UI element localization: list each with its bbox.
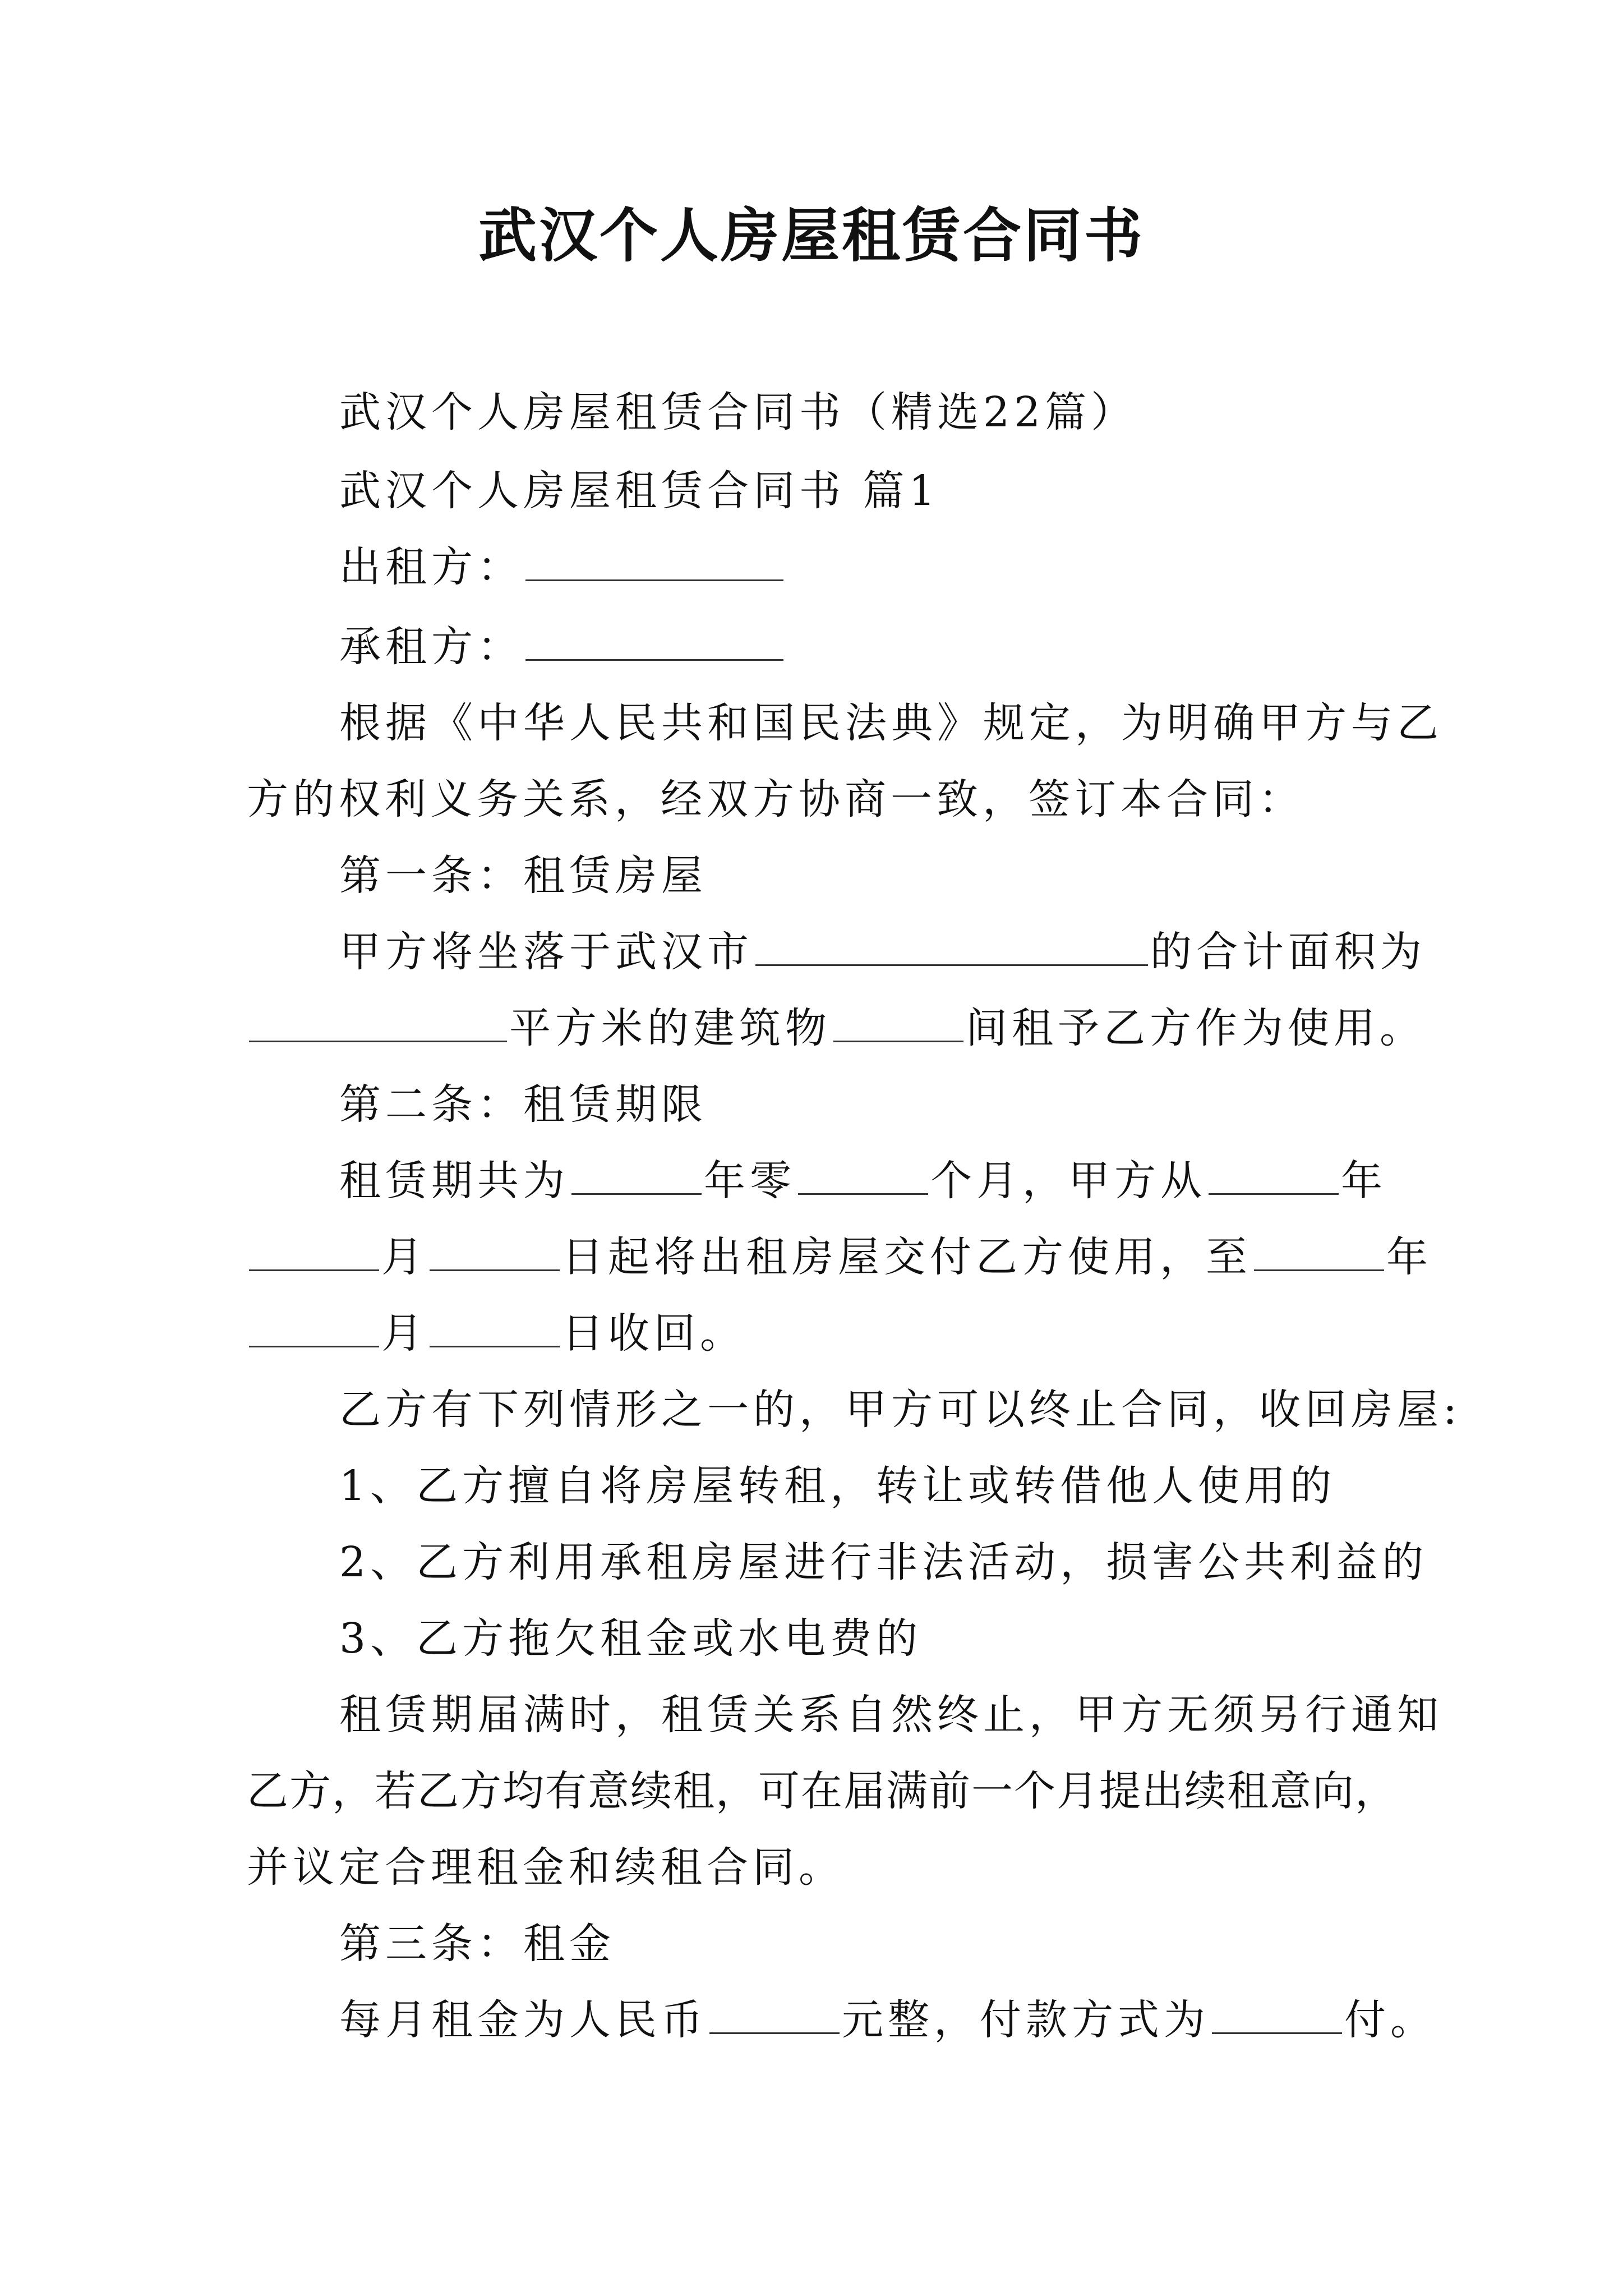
lessor-line [339, 542, 786, 592]
article-2-text-b: 年零 [704, 1157, 796, 1205]
lessor-label: 出租方： [339, 543, 523, 591]
article-1-text-b: 的合计面积为 [1150, 928, 1426, 976]
article-1-line-1 [339, 927, 1426, 977]
article-3-text-b: 元整，付款方式为 [842, 1996, 1210, 2044]
start-year-blank[interactable] [1209, 1157, 1339, 1195]
termination-item-3: 3、乙方拖欠租金或水电费的 [339, 1614, 923, 1663]
article-2-text-h: 月 [381, 1309, 427, 1358]
article-2-text-c: 个月，甲方从 [930, 1157, 1206, 1205]
payment-method-blank[interactable] [1212, 1996, 1342, 2034]
article-2-text-g: 年 [1386, 1233, 1432, 1281]
termination-item-1: 1、乙方擅自将房屋转租，转让或转借他人使用的 [339, 1462, 1336, 1510]
article-2-line-3 [247, 1308, 746, 1359]
article-2-text-f: 日起将出租房屋交付乙方使用，至 [562, 1233, 1252, 1281]
article-2-text-e: 月 [381, 1233, 427, 1281]
article-2-heading: 第二条：租赁期限 [339, 1080, 707, 1129]
article-3-text-c: 付。 [1344, 1996, 1436, 2044]
lessee-line [339, 622, 786, 672]
article-1-text-c: 平方米的建筑物 [509, 1004, 831, 1052]
article-2-line-2 [247, 1232, 1432, 1282]
article-1-line-2 [247, 1003, 1426, 1053]
preamble-line-1: 根据《中华人民共和国民法典》规定，为明确甲方与乙 [339, 699, 1443, 747]
termination-intro: 乙方有下列情形之一的，甲方可以终止合同，收回房屋: [339, 1386, 1461, 1434]
lessee-label: 承租方： [339, 623, 523, 671]
termination-item-2: 2、乙方利用承租房屋进行非法活动，损害公共利益的 [339, 1538, 1428, 1586]
end-year-blank[interactable] [1254, 1234, 1384, 1271]
start-day-blank[interactable] [430, 1234, 560, 1271]
end-day-blank[interactable] [430, 1310, 560, 1347]
article-1-text-d: 间租予乙方作为使用。 [966, 1004, 1426, 1052]
renewal-line-3: 并议定合理租金和续租合同。 [247, 1843, 845, 1892]
term-years-blank[interactable] [571, 1157, 702, 1195]
rent-amount-blank[interactable] [709, 1996, 840, 2034]
article-2-line-1 [339, 1156, 1387, 1206]
article-3-text-a: 每月租金为人民币 [339, 1996, 707, 2044]
term-months-blank[interactable] [798, 1157, 928, 1195]
lessee-blank[interactable] [525, 623, 783, 661]
document-title: 武汉个人房屋租赁合同书 [478, 201, 1145, 270]
article-1-text-a: 甲方将坐落于武汉市 [339, 928, 753, 976]
section-heading: 武汉个人房屋租赁合同书 篇1 [339, 467, 940, 515]
renewal-line-2: 乙方，若乙方均有意续租，可在届满前一个月提出续租意向， [247, 1767, 1398, 1815]
preamble-line-2: 方的权利义务关系，经双方协商一致，签订本合同： [247, 775, 1304, 823]
start-month-blank[interactable] [249, 1234, 379, 1271]
article-3-heading: 第三条：租金 [339, 1920, 615, 1968]
article-1-heading: 第一条：租赁房屋 [339, 852, 707, 900]
lessor-blank[interactable] [525, 544, 783, 581]
address-blank[interactable] [755, 928, 1148, 966]
renewal-line-1: 租赁期届满时，租赁关系自然终止，甲方无须另行通知 [339, 1691, 1443, 1739]
article-2-text-i: 日收回。 [562, 1309, 746, 1358]
article-2-text-d: 年 [1341, 1157, 1387, 1205]
rooms-blank[interactable] [833, 1005, 963, 1042]
document-subtitle: 武汉个人房屋租赁合同书（精选22篇） [339, 388, 1137, 436]
end-month-blank[interactable] [249, 1310, 379, 1347]
area-blank[interactable] [249, 1005, 507, 1042]
article-3-line-1 [339, 1995, 1436, 2045]
article-2-text-a: 租赁期共为 [339, 1157, 569, 1205]
